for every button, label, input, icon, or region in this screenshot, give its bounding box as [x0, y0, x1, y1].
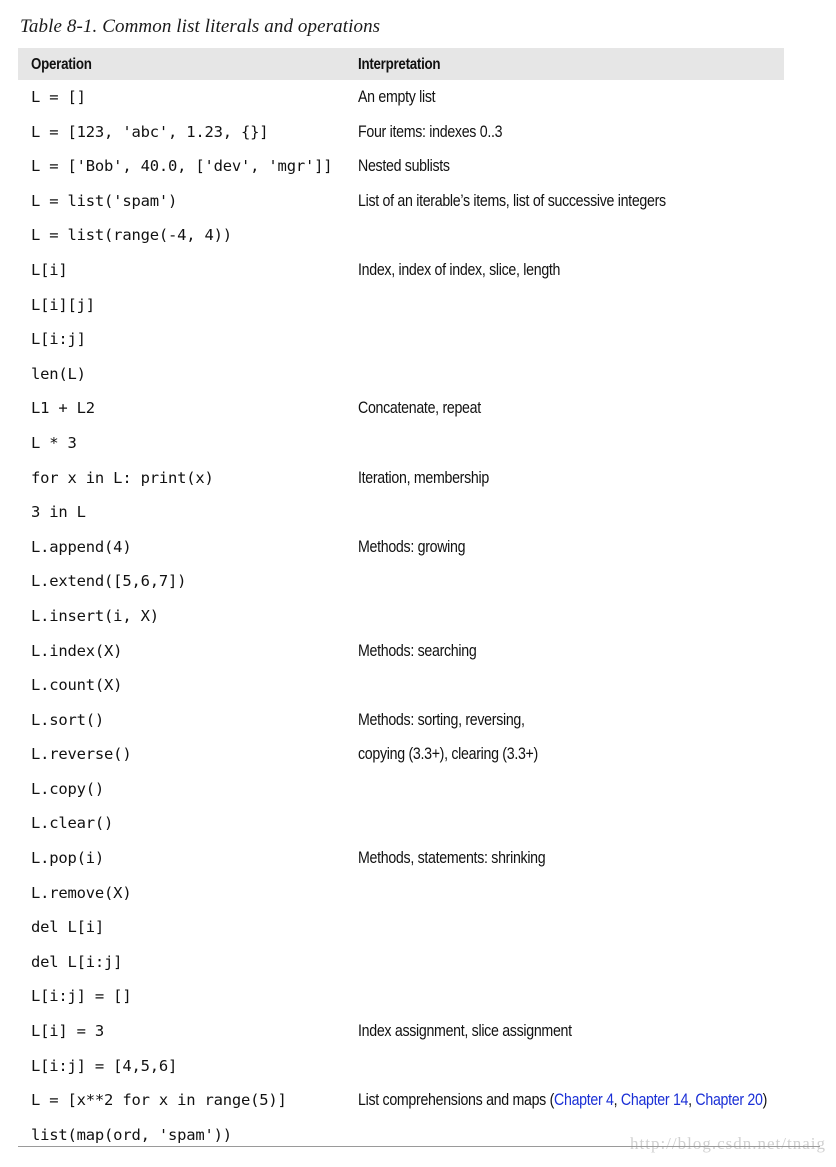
operation-cell: L1 + L2	[31, 399, 95, 418]
operation-cell: L[i:j] = [4,5,6]	[31, 1056, 178, 1075]
chapter-link[interactable]: Chapter 14	[620, 1091, 689, 1110]
interpretation-cell: List of an iterable’s items, list of successive integers	[358, 191, 666, 210]
table-row	[18, 806, 784, 841]
table-row	[18, 634, 784, 669]
table-row	[18, 841, 784, 876]
table-row	[18, 288, 784, 323]
table-row	[18, 876, 784, 911]
operation-cell: L = [x**2 for x in range(5)]	[31, 1091, 287, 1110]
operation-cell: L.insert(i, X)	[31, 606, 159, 625]
operation-cell: L[i][j]	[31, 295, 95, 314]
interpretation-cell: Iteration, membership	[358, 468, 489, 487]
interpretation-cell: Methods: sorting, reversing,	[358, 710, 525, 729]
header-operation: Operation	[31, 56, 92, 73]
operation-cell: L.copy()	[31, 779, 105, 798]
operation-cell: L.reverse()	[31, 745, 132, 764]
chapter-link[interactable]: Chapter 20	[695, 1091, 763, 1110]
chapter-link[interactable]: Chapter 4	[554, 1091, 614, 1110]
operation-cell: L = [123, 'abc', 1.23, {}]	[31, 122, 269, 141]
interpretation-text: List comprehensions and maps (	[358, 1091, 555, 1110]
table-header	[18, 48, 784, 80]
operation-cell: L.append(4)	[31, 537, 132, 556]
interpretation-cell	[358, 1083, 767, 1118]
interpretation-cell: Methods: searching	[358, 641, 477, 660]
interpretation-cell: Concatenate, repeat	[358, 399, 481, 418]
table-body	[18, 80, 784, 1152]
table-caption: Table 8-1. Common list literals and operations	[20, 16, 381, 37]
interpretation-cell: Index assignment, slice assignment	[358, 1022, 572, 1041]
table-row	[18, 184, 784, 219]
operation-cell: for x in L: print(x)	[31, 468, 214, 487]
operation-cell: L.clear()	[31, 814, 114, 833]
table-row	[18, 253, 784, 288]
operation-cell: L * 3	[31, 433, 77, 452]
interpretation-text: )	[762, 1091, 768, 1110]
interpretation-text: ,	[688, 1091, 696, 1110]
operation-cell: L[i]	[31, 260, 68, 279]
table-row	[18, 322, 784, 357]
table-row	[18, 357, 784, 392]
operation-cell: L.remove(X)	[31, 883, 132, 902]
operation-cell: L.index(X)	[31, 641, 123, 660]
table-row	[18, 564, 784, 599]
table-row	[18, 737, 784, 772]
operation-cell: L[i] = 3	[31, 1022, 105, 1041]
interpretation-cell: Methods, statements: shrinking	[358, 849, 546, 868]
operation-cell: L.extend([5,6,7])	[31, 572, 187, 591]
table-row	[18, 80, 784, 115]
table-row	[18, 391, 784, 426]
operation-cell: L[i:j] = []	[31, 987, 132, 1006]
operation-cell: L = []	[31, 88, 86, 106]
interpretation-cell: Methods: growing	[358, 537, 466, 556]
table-row	[18, 218, 784, 253]
table-row	[18, 115, 784, 150]
operation-cell: L[i:j]	[31, 330, 86, 349]
operation-cell: del L[i]	[31, 918, 105, 937]
table-row	[18, 461, 784, 496]
interpretation-cell: Nested sublists	[358, 157, 450, 176]
operation-cell: 3 in L	[31, 503, 86, 522]
table-row	[18, 599, 784, 634]
operation-cell: del L[i:j]	[31, 952, 123, 971]
operation-cell: len(L)	[31, 364, 86, 383]
table-row	[18, 910, 784, 945]
table-row	[18, 1014, 784, 1049]
operation-cell: L.sort()	[31, 710, 105, 729]
table-row	[18, 979, 784, 1014]
table-row	[18, 530, 784, 565]
interpretation-cell: Index, index of index, slice, length	[358, 260, 561, 279]
operation-cell: list(map(ord, 'spam'))	[31, 1125, 232, 1144]
table-row	[18, 668, 784, 703]
table-row	[18, 149, 784, 184]
table-row	[18, 1083, 784, 1118]
interpretation-cell: Four items: indexes 0..3	[358, 122, 503, 141]
interpretation-text: ,	[613, 1091, 621, 1110]
table-row	[18, 772, 784, 807]
table-row	[18, 1049, 784, 1084]
header-interpretation: Interpretation	[358, 56, 441, 73]
table-row	[18, 703, 784, 738]
operation-cell: L = list(range(-4, 4))	[31, 226, 232, 245]
operation-cell: L.pop(i)	[31, 849, 105, 868]
interpretation-cell: copying (3.3+), clearing (3.3+)	[358, 745, 538, 764]
list-operations-table	[18, 48, 784, 1152]
table-row	[18, 945, 784, 980]
operation-cell: L = list('spam')	[31, 191, 178, 210]
table-row	[18, 426, 784, 461]
operation-cell: L.count(X)	[31, 676, 123, 695]
watermark: http://blog.csdn.net/tnaig	[630, 1134, 826, 1153]
table-row	[18, 495, 784, 530]
operation-cell: L = ['Bob', 40.0, ['dev', 'mgr']]	[31, 157, 333, 176]
interpretation-cell: An empty list	[358, 88, 436, 106]
